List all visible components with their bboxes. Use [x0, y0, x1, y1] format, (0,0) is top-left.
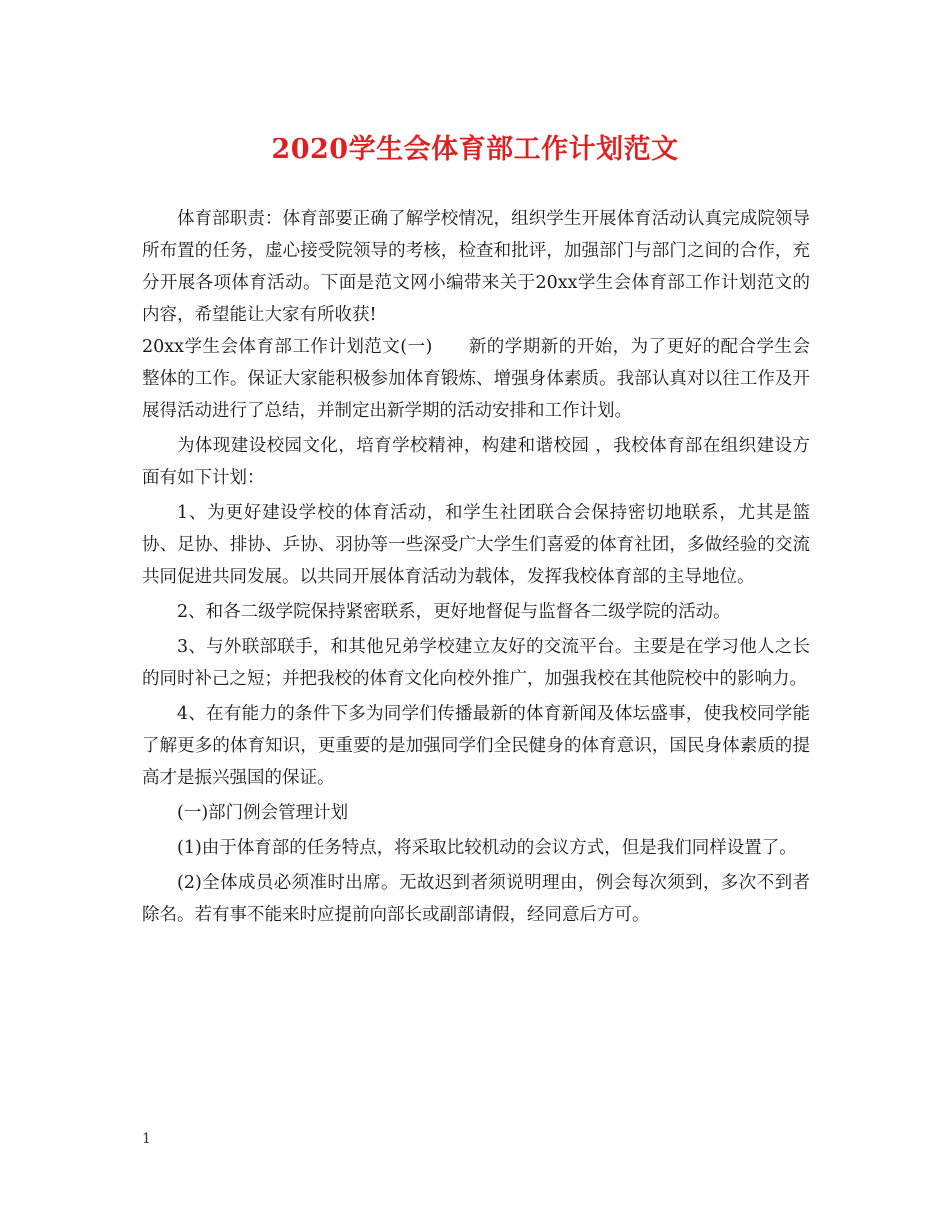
paragraph-item-3: 3、与外联部联手，和其他兄弟学校建立友好的交流平台。主要是在学习他人之长的同时补己之短；并把我校的体育文化向校外推广，加强我校在其他院校中的影响力。: [142, 637, 810, 689]
paragraph-item-2: 2、和各二级学院保持紧密联系，更好地督促与监督各二级学院的活动。: [177, 602, 731, 622]
paragraph-meeting-2: (2)全体成员必须准时出席。无故迟到者须说明理由，例会每次须到，多次不到者除名。若有事不能来时应提前向部长或副部请假，经同意后方可。: [142, 873, 810, 925]
paragraph-plan-one: 20xx学生会体育部工作计划范文(一) 新的学期新的开始，为了更好的配合学生会整体的工作。保证大家能积极参加体育锻炼、增强身体素质。我部认真对以往工作及开展得活动进行了总结，并制定出新学期的活动安排和工作计划。: [142, 337, 810, 421]
paragraph-meeting-1: (1)由于体育部的任务特点，将采取比较机动的会议方式，但是我们同样设置了。: [177, 838, 797, 858]
paragraph-item-1: 1、为更好建设学校的体育活动，和学生社团联合会保持密切地联系，尤其是篮协、足协、排协、乒协、羽协等一些深受广大学生们喜爱的体育社团，多做经验的交流共同促进共同发展。以共同开展体育活动为载体，发挥我校体育部的主导地位。: [142, 503, 810, 587]
paragraph-campus-culture: 为体现建设校园文化，培育学校精神，构建和谐校园 ，我校体育部在组织建设方面有如下计划：: [142, 436, 810, 488]
page-number: 1: [142, 1131, 151, 1147]
document-body: [142, 203, 810, 931]
section-heading-meeting: (一)部门例会管理计划: [177, 803, 349, 823]
document-title: 2020学生会体育部工作计划范文: [271, 134, 679, 165]
paragraph-item-4: 4、在有能力的条件下多为同学们传播最新的体育新闻及体坛盛事，使我校同学能了解更多的体育知识，更重要的是加强同学们全民健身的体育意识，国民身体素质的提高才是振兴强国的保证。: [142, 704, 810, 788]
paragraph-intro: 体育部职责：体育部要正确了解学校情况，组织学生开展体育活动认真完成院领导所布置的任务，虚心接受院领导的考核，检查和批评，加强部门与部门之间的合作，充分开展各项体育活动。下面是范文网小编带来关于20xx学生会体育部工作计划范文的内容，希望能让大家有所收获!: [142, 209, 810, 325]
